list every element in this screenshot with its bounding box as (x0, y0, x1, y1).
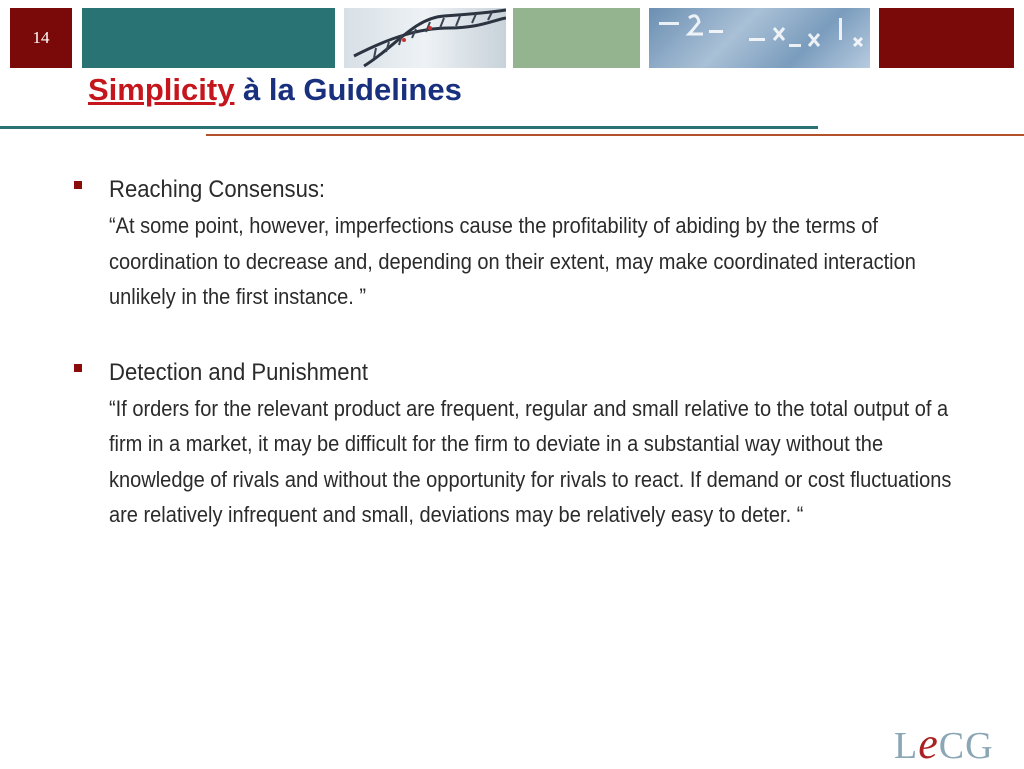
slide-title (88, 72, 462, 108)
banner-teal-block (82, 8, 335, 68)
dna-helix-image (344, 8, 506, 68)
slide-number: 14 (32, 28, 50, 47)
bullet-heading: Reaching Consensus: (109, 176, 326, 203)
title-accent: Simplicity (88, 72, 235, 107)
dna-helix-icon (344, 8, 506, 68)
title-rest: à la Guidelines (234, 72, 462, 107)
divider-red (206, 134, 1024, 136)
banner-red-block (879, 8, 1014, 68)
bullet-quote: “At some point, however, imperfections cause the profitability of abiding by the terms of coordination to decrease and, depending on their extent, may make coordinated interaction unlikely in the first instance. ” (109, 213, 916, 309)
slide-number-box (10, 8, 72, 68)
banner-green-block (513, 8, 640, 68)
bullet-quote: “If orders for the relevant product are frequent, regular and small relative to the total output of a firm in a market, it may be difficult for the firm to deviate in a substantial way without the knowledge of rivals and without the opportunity for rivals to react. If demand or cost fluctuations are relatively infrequent and small, deviations may be relatively easy to deter. “ (109, 395, 952, 527)
square-bullet-icon (74, 364, 82, 372)
math-formula-image (649, 8, 870, 68)
bullet-item (70, 355, 970, 533)
lecg-logo: LeCG (894, 719, 994, 768)
bullet-heading: Detection and Punishment (109, 358, 368, 386)
bullet-item (70, 172, 970, 315)
bullet-list (70, 172, 970, 573)
square-bullet-icon (74, 181, 82, 189)
math-formula-icon (649, 8, 870, 68)
divider-teal (0, 126, 818, 129)
